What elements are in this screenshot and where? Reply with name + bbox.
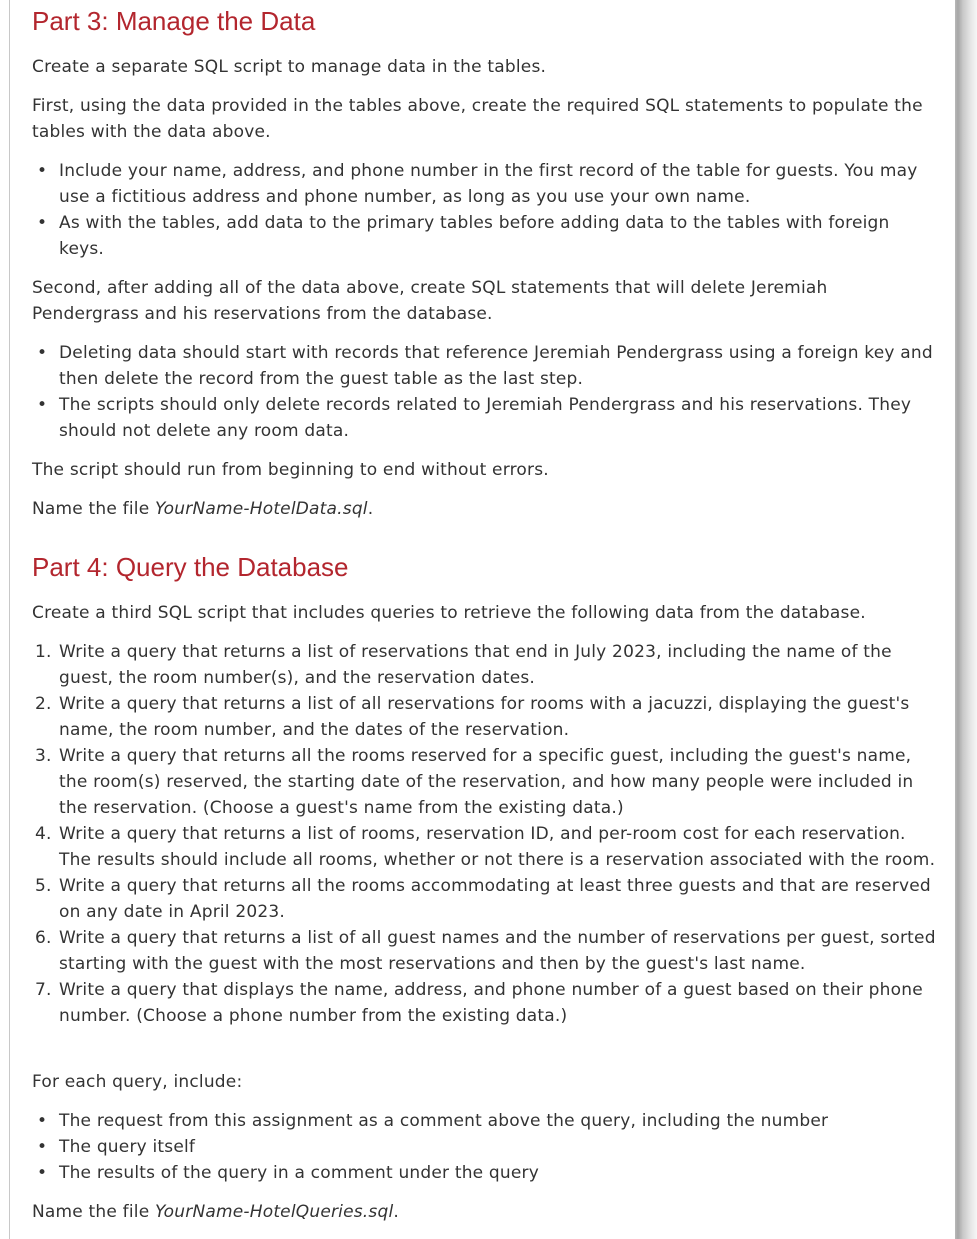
scrollbar-shadow [955,0,977,1239]
file-name-prefix: Name the file [32,1202,155,1222]
query-item [32,743,938,821]
file-name-suffix: . [367,499,374,519]
query-text: Write a query that returns a list of all guest names and the number of reservations per guest, sorted starting with the guest with the most reservations and then by the guest's last name. [59,928,936,974]
query-list [32,639,938,1029]
query-item [32,639,938,691]
query-item [32,691,938,743]
list-item: • The request from this assignment as a comment above the query, including the number [32,1108,938,1134]
query-text: Write a query that returns a list of all reservations for rooms with a jacuzzi, displaying the guest's name, the room number, and the dates of the reservation. [59,694,910,740]
query-number: 1. [35,642,52,662]
query-number: 4. [35,824,52,844]
list-item: • The query itself [32,1134,938,1160]
query-number: 7. [35,980,52,1000]
query-text: Write a query that returns all the rooms accommodating at least three guests and that are reserved on any date in April 2023. [59,876,931,922]
part3-second-bullets [32,340,938,444]
part4-heading: Part 4: Query the Database [32,552,349,582]
query-item [32,873,938,925]
query-number: 3. [35,746,52,766]
list-item: • The results of the query in a comment under the query [32,1160,938,1186]
query-number: 5. [35,876,52,896]
list-item: • Deleting data should start with records that reference Jeremiah Pendergrass using a foreign key and then delete the record from the guest table as the last step. [32,340,938,392]
query-number: 6. [35,928,52,948]
list-item: • Include your name, address, and phone number in the first record of the table for guests. You may use a fictitious address and phone number, as long as you use your own name. [32,158,938,210]
part3-first-paragraph: First, using the data provided in the tables above, create the required SQL statements to populate the tables with the data above. [32,96,923,142]
query-text: Write a query that returns a list of rooms, reservation ID, and per-room cost for each reservation. The results should include all rooms, whether or not there is a reservation associated with the room. [59,824,936,870]
list-item: • The scripts should only delete records related to Jeremiah Pendergrass and his reservations. They should not delete any room data. [32,392,938,444]
file-name-prefix: Name the file [32,499,155,519]
query-text: Write a query that returns a list of reservations that end in July 2023, including the name of the guest, the room number(s), and the reservation dates. [59,642,892,688]
each-query-note: For each query, include: [32,1072,243,1092]
query-number: 2. [35,694,52,714]
file-name: YourName-HotelQueries.sql [154,1202,394,1222]
part3-second-paragraph: Second, after adding all of the data above, create SQL statements that will delete Jeremiah Pendergrass and his reservations from the database. [32,278,828,324]
part3-run-note: The script should run from beginning to end without errors. [32,460,549,480]
query-item [32,977,938,1029]
part3-first-bullets [32,158,938,262]
file-name: YourName-HotelData.sql [154,499,368,519]
part4-file-name-line [32,1199,938,1225]
list-item: • As with the tables, add data to the primary tables before adding data to the tables with foreign keys. [32,210,938,262]
query-text: Write a query that displays the name, address, and phone number of a guest based on their phone number. (Choose a phone number from the existing data.) [59,980,923,1026]
page-left-border [9,0,10,1239]
part3-intro: Create a separate SQL script to manage data in the tables. [32,57,547,77]
file-name-suffix: . [393,1202,399,1222]
include-bullets [32,1108,938,1186]
query-text: Write a query that returns all the rooms reserved for a specific guest, including the guest's name, the room(s) reserved, the starting date of the reservation, and how many people were included in the reservation. (Choose a guest's name from the existing data.) [59,746,914,818]
part4-intro: Create a third SQL script that includes queries to retrieve the following data from the database. [32,603,866,623]
part3-file-name-line [32,496,938,522]
part3-heading: Part 3: Manage the Data [32,6,316,36]
query-item [32,821,938,873]
query-item [32,925,938,977]
